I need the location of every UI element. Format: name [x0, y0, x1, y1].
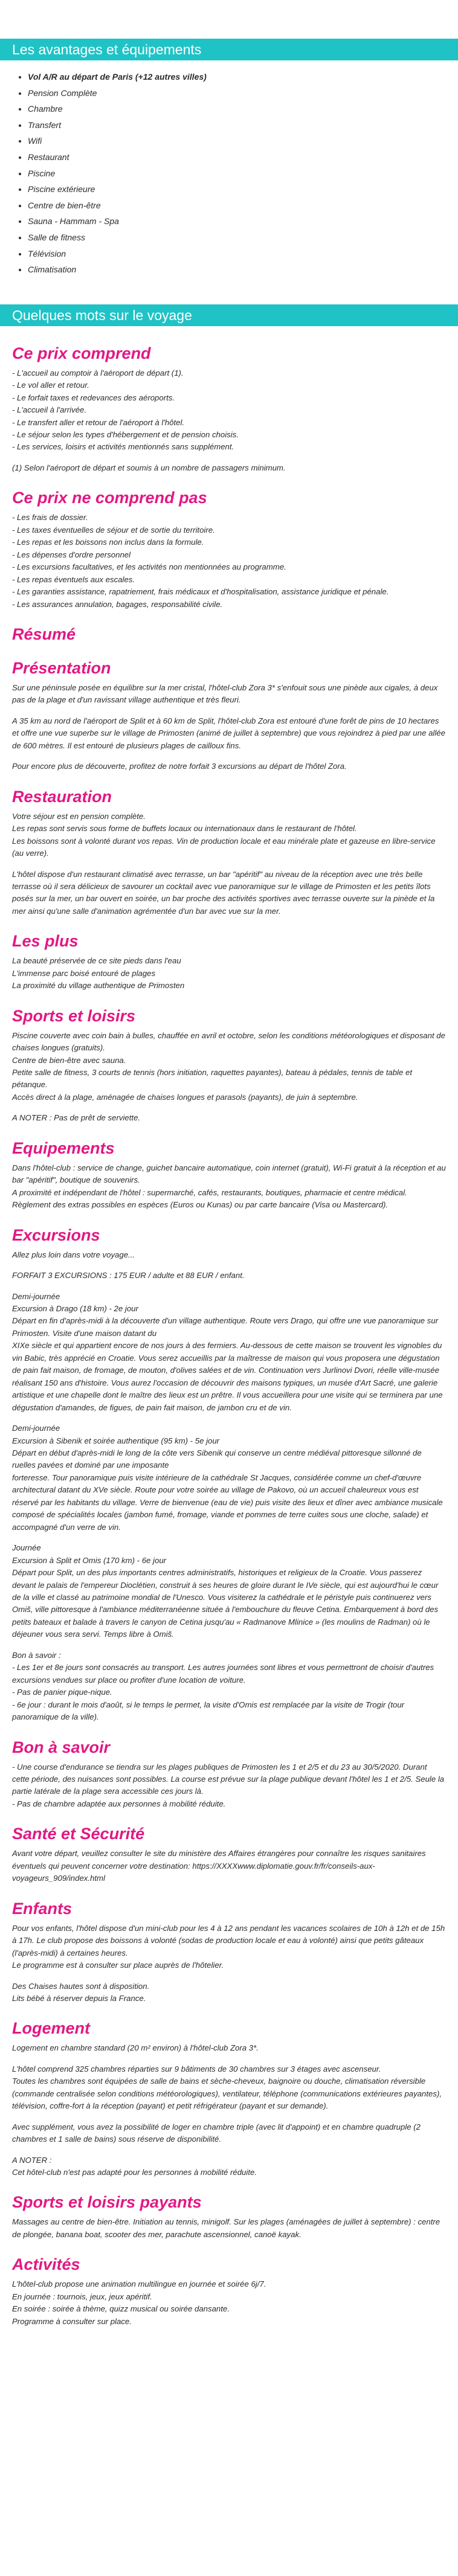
- excursion-drago: Demi-journée Excursion à Drago (18 km) - 2e jour Départ en fin d'après-midi à la découverte d'un village authentique. Route vers Drago, qui offre une vue panoramique sur Primosten. Visite d'une maison datant du XIXe siècle et qui appartient encore de nos jours à des fermiers. Au-dessous de cette maison se trouvent les vignobles du vin Babic, très apprécié en Croatie. Vous serez accueillis par la maîtresse de maison qui vous proposera une dégustation de pain fait maison, de fromage, de mouton, d'olives salées et de vin. Continuation vers Jurlinovi Dvori, réelle ville-musée réalisant 150 ans d'histoire. Vous aurez l'occasion de découvrir des maisons typiques, un musée d'Art Sacré, une galerie artistique et une chapelle dont le maître des lieux est un prêtre. Il vous accueillera pour une visite qui se terminera par une dégustation d'amandes, de figues, de pain fait maison, de jambon cru et de vin.: [12, 1291, 443, 1412]
- avantage-item: • Salle de fitness: [28, 230, 458, 246]
- bon-a-savoir-text: - Une course d'endurance se tiendra sur les plages publiques de Primosten les 1 et 2/5 et du 23 au 30/5/2020. Durant cette période, des nuisances sont possibles. La course est prévue sur la plage publique devant l'hôtel les 1 et 2/5. Seule la partie latérale de la plage sera accessible ces jours là. - Pas de chambre adaptée aux personnes à mobilité réduite.: [12, 1762, 445, 1808]
- excursion-sibenik: Demi-journée Excursion à Sibenik et soirée authentique (95 km) - 5e jour Départ en début d'après-midi le long de la côte vers Sibenik qui conserve un centre médiéval pittoresque sillonné de ruelles pavées et dominé par une imposante forteresse. Tour panoramique puis visite intérieure de la cathédrale St Jacques, considérée comme un chef-d'œuvre architectural datant du XVe siècle. Route pour votre soirée au village de Pakovo, où un accueil chaleureux vous est réservé par les habitants du village. Verre de bienvenue (eau de vie) puis visite des lieux et dîner avec ambiance musicale composé de spécialités locales (jambon fumé, fromage, viande et pommes de terre cuites sous une cloche, salade) et accompagné d'un verre de vin.: [12, 1424, 443, 1532]
- heading-prix-ne-comprend-pas: Ce prix ne comprend pas: [12, 489, 207, 507]
- avantage-item: • Sauna - Hammam - Spa: [28, 213, 458, 230]
- equipements-text: Dans l'hôtel-club : service de change, guichet bancaire automatique, coin internet (gratuit), Wi-Fi gratuit à la réception et au bar "apéritif", boutique de souvenirs. A proximité et indépendant de l'hôtel : supermarché, cafés, restaurants, boutiques, pharmacie et centre médical. Règlement des extras possibles en espèces (Euros ou Kunas) ou par carte bancaire (Visa ou Mastercard).: [12, 1163, 446, 1210]
- excursion-split-omis: Journée Excursion à Split et Omis (170 km) - 6e jour Départ pour Split, un des plus importants centres administratifs, historiques et religieux de la Croatie. Vous passerez devant le palais de l'empereur Dioclétien, construit à ses heures de gloire durant le IVe siècle, qui est aujourd'hui le cœur de la ville et classé au patrimoine mondial de l'Unesco. Vous visiterez la cathédrale et le péristyle puis continuerez vers Omiš, ville pittoresque à l'ambiance méditerranéenne située à l'embouchure du fleuve Cetina. Embarquement à bord des petits bateaux et balade à travers le canyon de Cetina jusqu'au « Radmanove Mlinice » (les moulins de Radman) où le déjeuner vous sera servi. Temps libre à Omiš.: [12, 1543, 439, 1639]
- sports-loisirs-payants-text: Massages au centre de bien-être. Initiation au tennis, minigolf. Sur les plages (aménagées de juillet à septembre) : centre de plongée, banana boat, scooter des mer, parachute ascensionnel, canoë kayak.: [12, 2217, 440, 2239]
- heading-enfants: Enfants: [12, 1899, 73, 1918]
- avantage-item: • Transfert: [28, 117, 458, 133]
- enfants-text-2: Des Chaises hautes sont à disposition. Lits bébé à réserver depuis la France.: [12, 1981, 150, 2003]
- avantage-item: • Climatisation: [28, 262, 458, 278]
- avantage-item: • Pension Complète: [28, 85, 458, 101]
- presentation-text-2: A 35 km au nord de l'aéroport de Split et à 60 km de Split, l'hôtel-club Zora est entouré d'une forêt de pins de 10 hectares et offre une vue superbe sur le village de Primosten (animé de juillet à septembre) que vous rejoindrez à pied par une allée de 600 mètres. Il est entouré de plusieurs plages de cailloux fins.: [12, 716, 445, 750]
- heading-bon-a-savoir: Bon à savoir: [12, 1738, 111, 1756]
- heading-sports-loisirs: Sports et loisirs: [12, 1006, 136, 1025]
- avantage-item: • Télévision: [28, 246, 458, 262]
- logement-text-2: L'hôtel comprend 325 chambres réparties sur 9 bâtiments de 30 chambres sur 3 étages avec ascenseur. Toutes les chambres sont équipées de salle de bains et sèche-cheveux, baignoire ou douche, climatisation réversible (commande centralisée selon conditions météorologiques), ventilateur, téléphone (communications extérieures payantes), télévision, coffre-fort à la réception (payant) et petit réfrigérateur (payant et sur demande).: [12, 2064, 442, 2111]
- heading-logement: Logement: [12, 2019, 91, 2038]
- excursions-bon-a-savoir: Bon à savoir : - Les 1er et 8e jours sont consacrés au transport. Les autres journées sont libres et vous permettront de choisir d'autres excursions vendues sur place ou profiter d'une location de voiture. - Pas de panier pique-nique. - 6e jour : durant le mois d'août, si le temps le permet, la visite d'Omis est remplacée par la visite de Trogir (tour panoramique de la ville).: [12, 1650, 434, 1722]
- heading-resume: Résumé: [12, 625, 76, 643]
- logement-text-1: Logement en chambre standard (20 m² environ) à l'hôtel-club Zora 3*.: [12, 2043, 259, 2053]
- presentation-text-3: Pour encore plus de découverte, profitez de notre forfait 3 excursions au départ de l'hôtel Zora.: [12, 762, 347, 771]
- avantages-list: [0, 69, 458, 278]
- avantage-item: • Centre de bien-être: [28, 198, 458, 214]
- prix-ne-comprend-pas-text: - Les frais de dossier. - Les taxes éventuelles de séjour et de sortie du territoire. - Les repas et les boissons non inclus dans la formule. - Les dépenses d'ordre personnel - Les excursions facultatives, et les activités non mentionnées au programme. - Les repas éventuels aux escales. - Les garanties assistance, rapatriement, frais médicaux et d'hospitalisation, assistance juridique et pénale. - Les assurances annulation, bagages, responsabilité civile.: [12, 513, 389, 609]
- section-header-mots: Quelques mots sur le voyage: [0, 304, 458, 326]
- avantage-item: • Piscine extérieure: [28, 181, 458, 198]
- sante-securite-text: Avant votre départ, veuillez consulter le site du ministère des Affaires étrangères pour connaître les risques sanitaires éventuels qui peuvent concerner votre destination: https://XXXXwww.diplomatie.gouv.fr/fr/conseils-aux-voyageurs_909/index.html: [12, 1849, 426, 1883]
- activites-text: L'hôtel-club propose une animation multilingue en journée et soirée 6j/7. En journée : tournois, jeux, jeux apéritif. En soirée : soirée à thème, quizz musical ou soirée dansante. Programme à consulter sur place.: [12, 2279, 266, 2326]
- prix-comprend-text: - L'accueil au comptoir à l'aéroport de départ (1). - Le vol aller et retour. - Le forfait taxes et redevances des aéroports. - L'accueil à l'arrivée. - Le transfert aller et retour de l'aéroport à l'hôtel. - Le séjour selon les types d'hébergement et de pension choisis. - Les services, loisirs et activités mentionnés sans supplément.: [12, 368, 239, 452]
- page: [0, 39, 458, 2328]
- avantage-item: • Restaurant: [28, 149, 458, 165]
- section-header-avantages: Les avantages et équipements: [0, 39, 458, 60]
- heading-restauration: Restauration: [12, 787, 112, 806]
- sports-loisirs-text: Piscine couverte avec coin bain à bulles, chauffée en avril et octobre, selon les conditions météorologiques et disposant de chaises longues (gratuits). Centre de bien-être avec sauna. Petite salle de fitness, 3 courts de tennis (hors initiation, raquettes payantes), bateau à pédales, tennis de table et pétanque. Accès direct à la plage, aménagée de chaises longues et parasols (payants), de juin à septembre.: [12, 1030, 445, 1102]
- restauration-text-2: L'hôtel dispose d'un restaurant climatisé avec terrasse, un bar "apéritif" au niveau de la réception avec une très belle terrasse où il sera délicieux de savourer un cocktail avec vue panoramique sur le village de Primosten et les petits îlots posés sur la mer, un bar ouvert en soirée, un bar proche des activités sportives avec terrasse ouverte sur la pinède et la mer ainsi qu'une salle d'animation agrémentée d'un bar avec vue sur la mer.: [12, 869, 435, 916]
- les-plus-text: La beauté préservée de ce site pieds dans l'eau L'immense parc boisé entouré de plages La proximité du village authentique de Primosten: [12, 956, 185, 991]
- avantage-item: • Wifi: [28, 133, 458, 149]
- heading-sports-loisirs-payants: Sports et loisirs payants: [12, 2193, 202, 2212]
- heading-sante-securite: Santé et Sécurité: [12, 1825, 145, 1843]
- avantage-item: • Vol A/R au départ de Paris (+12 autres villes): [28, 69, 458, 85]
- logement-text-4: A NOTER : Cet hôtel-club n'est pas adapté pour les personnes à mobilité réduite.: [12, 2155, 257, 2177]
- heading-excursions: Excursions: [12, 1225, 100, 1244]
- sports-loisirs-note: A NOTER : Pas de prêt de serviette.: [12, 1113, 141, 1123]
- avantage-item: • Piscine: [28, 165, 458, 182]
- logement-text-3: Avec supplément, vous avez la possibilité de loger en chambre triple (avec lit d'appoint) et en chambre quadruple (2 chambres et 1 salle de bains) sous réserve de disponibilité.: [12, 2122, 421, 2144]
- heading-activites: Activités: [12, 2255, 80, 2274]
- heading-equipements: Equipements: [12, 1139, 115, 1157]
- enfants-text-1: Pour vos enfants, l'hôtel dispose d'un mini-club pour les 4 à 12 ans pendant les vacances scolaires de 10h à 12h et de 15h à 17h. Le club propose des boissons à volonté (sodas de production locale et eau à volonté) ainsi que petits gâteaux (l'après-midi) à certaines heures. Le programme est à consulter sur place auprès de l'hôtelier.: [12, 1923, 445, 1970]
- heading-les-plus: Les plus: [12, 932, 79, 951]
- trip-details: [0, 326, 458, 2328]
- heading-prix-comprend: Ce prix comprend: [12, 344, 151, 362]
- restauration-text-1: Votre séjour est en pension complète. Les repas sont servis sous forme de buffets locaux ou internationaux dans le restaurant de l'hôtel. Les boissons sont à volonté durant vos repas. Vin de production locale et eau minérale plate et gazeuse en libre-service (au verre).: [12, 811, 436, 858]
- excursions-intro: Allez plus loin dans votre voyage...: [12, 1250, 135, 1259]
- presentation-text-1: Sur une péninsule posée en équilibre sur la mer cristal, l'hôtel-club Zora 3* s'enfouit sous une pinède aux cigales, à deux pas de la plage et d'un ravissant village authentique et très fleuri.: [12, 683, 438, 705]
- excursions-forfait: FORFAIT 3 EXCURSIONS : 175 EUR / adulte et 88 EUR / enfant.: [12, 1271, 245, 1280]
- avantage-item: • Chambre: [28, 101, 458, 117]
- heading-presentation: Présentation: [12, 658, 111, 677]
- prix-comprend-note: (1) Selon l'aéroport de départ et soumis à un nombre de passagers minimum.: [12, 463, 286, 472]
